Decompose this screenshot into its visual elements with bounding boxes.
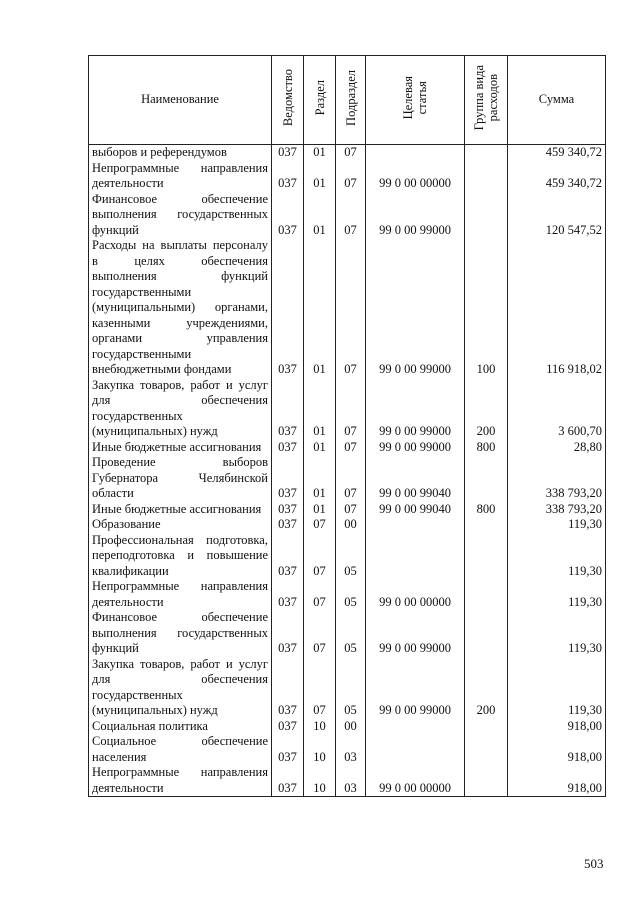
cell-summa: 119,30	[508, 533, 606, 580]
cell-vedomstvo: 037	[272, 657, 304, 719]
cell-summa: 119,30	[508, 657, 606, 719]
table-row	[89, 533, 606, 580]
table-row	[89, 455, 606, 502]
cell-vedomstvo: 037	[272, 533, 304, 580]
cell-podrazdel: 07	[336, 238, 366, 378]
cell-gruppa	[465, 161, 508, 192]
cell-razdel: 01	[304, 161, 336, 192]
table-row	[89, 238, 606, 378]
cell-summa: 119,30	[508, 517, 606, 533]
cell-razdel: 10	[304, 765, 336, 797]
cell-vedomstvo: 037	[272, 440, 304, 456]
header-gruppa-vida-raskhodov: Группа вида расходов	[465, 56, 508, 145]
cell-razdel: 01	[304, 455, 336, 502]
cell-vedomstvo: 037	[272, 238, 304, 378]
cell-gruppa	[465, 455, 508, 502]
cell-name: Образование	[89, 517, 272, 533]
cell-celevaya-statya: 99 0 00 99000	[366, 378, 465, 440]
cell-celevaya-statya	[366, 719, 465, 735]
header-razdel: Раздел	[304, 56, 336, 145]
cell-celevaya-statya: 99 0 00 00000	[366, 161, 465, 192]
cell-vedomstvo: 037	[272, 517, 304, 533]
table-row	[89, 765, 606, 797]
cell-celevaya-statya	[366, 517, 465, 533]
cell-name: Непрограммные направления деятельности	[89, 579, 272, 610]
table-row	[89, 440, 606, 456]
cell-name: выборов и референдумов	[89, 145, 272, 161]
cell-podrazdel: 07	[336, 502, 366, 518]
cell-celevaya-statya: 99 0 00 00000	[366, 765, 465, 797]
cell-celevaya-statya: 99 0 00 99000	[366, 440, 465, 456]
cell-celevaya-statya	[366, 734, 465, 765]
cell-summa: 918,00	[508, 734, 606, 765]
cell-razdel: 01	[304, 502, 336, 518]
cell-razdel: 07	[304, 579, 336, 610]
cell-podrazdel: 07	[336, 440, 366, 456]
table-row	[89, 192, 606, 239]
cell-gruppa	[465, 145, 508, 161]
cell-gruppa: 200	[465, 657, 508, 719]
cell-razdel: 01	[304, 192, 336, 239]
header-podrazdel: Подраздел	[336, 56, 366, 145]
cell-name: Иные бюджетные ассигнования	[89, 440, 272, 456]
cell-celevaya-statya	[366, 533, 465, 580]
cell-razdel: 10	[304, 734, 336, 765]
page-number: 503	[584, 856, 604, 871]
cell-podrazdel: 00	[336, 719, 366, 735]
cell-podrazdel: 05	[336, 610, 366, 657]
cell-gruppa	[465, 610, 508, 657]
cell-razdel: 01	[304, 145, 336, 161]
cell-celevaya-statya: 99 0 00 99040	[366, 455, 465, 502]
cell-name: Закупка товаров, работ и услуг для обеспечения государственных (муниципальных) нужд	[89, 657, 272, 719]
cell-summa: 120 547,52	[508, 192, 606, 239]
cell-celevaya-statya: 99 0 00 99000	[366, 610, 465, 657]
cell-podrazdel: 05	[336, 657, 366, 719]
cell-name: Проведение выборов Губернатора Челябинской области	[89, 455, 272, 502]
cell-podrazdel: 03	[336, 765, 366, 797]
cell-celevaya-statya: 99 0 00 99040	[366, 502, 465, 518]
cell-gruppa	[465, 579, 508, 610]
cell-vedomstvo: 037	[272, 765, 304, 797]
table-row	[89, 378, 606, 440]
cell-gruppa	[465, 765, 508, 797]
cell-razdel: 10	[304, 719, 336, 735]
cell-name: Расходы на выплаты персоналу в целях обеспечения выполнения функций государственными (муниципальными) органами, казенными учреждениями, органами управления государственными внебюджетными фондами	[89, 238, 272, 378]
cell-summa: 459 340,72	[508, 161, 606, 192]
cell-gruppa: 800	[465, 502, 508, 518]
cell-summa: 918,00	[508, 719, 606, 735]
cell-podrazdel: 03	[336, 734, 366, 765]
cell-razdel: 07	[304, 517, 336, 533]
cell-name: Финансовое обеспечение выполнения государственных функций	[89, 610, 272, 657]
cell-summa: 119,30	[508, 610, 606, 657]
budget-table	[88, 55, 606, 797]
cell-summa: 338 793,20	[508, 502, 606, 518]
cell-summa: 338 793,20	[508, 455, 606, 502]
cell-summa: 918,00	[508, 765, 606, 797]
cell-vedomstvo: 037	[272, 455, 304, 502]
table-row	[89, 657, 606, 719]
cell-vedomstvo: 037	[272, 502, 304, 518]
table-row	[89, 502, 606, 518]
header-celevaya-statya: Целевая статья	[366, 56, 465, 145]
cell-gruppa: 200	[465, 378, 508, 440]
cell-gruppa	[465, 734, 508, 765]
cell-name: Социальная политика	[89, 719, 272, 735]
cell-razdel: 07	[304, 657, 336, 719]
table-row	[89, 610, 606, 657]
header-vedomstvo: Ведомство	[272, 56, 304, 145]
cell-vedomstvo: 037	[272, 719, 304, 735]
cell-razdel: 01	[304, 440, 336, 456]
cell-celevaya-statya: 99 0 00 99000	[366, 657, 465, 719]
header-row	[89, 56, 606, 145]
table-row	[89, 517, 606, 533]
cell-name: Непрограммные направления деятельности	[89, 161, 272, 192]
cell-vedomstvo: 037	[272, 378, 304, 440]
header-name: Наименование	[89, 56, 272, 145]
cell-razdel: 01	[304, 238, 336, 378]
table-row	[89, 145, 606, 161]
cell-gruppa: 800	[465, 440, 508, 456]
table-row	[89, 579, 606, 610]
cell-name: Непрограммные направления деятельности	[89, 765, 272, 797]
cell-name: Закупка товаров, работ и услуг для обеспечения государственных (муниципальных) нужд	[89, 378, 272, 440]
table-row	[89, 734, 606, 765]
cell-vedomstvo: 037	[272, 610, 304, 657]
cell-name: Профессиональная подготовка, переподготовка и повышение квалификации	[89, 533, 272, 580]
cell-razdel: 07	[304, 610, 336, 657]
cell-celevaya-statya: 99 0 00 99000	[366, 238, 465, 378]
cell-gruppa	[465, 533, 508, 580]
cell-podrazdel: 05	[336, 533, 366, 580]
cell-razdel: 01	[304, 378, 336, 440]
table-row	[89, 161, 606, 192]
cell-gruppa	[465, 192, 508, 239]
cell-vedomstvo: 037	[272, 734, 304, 765]
cell-razdel: 07	[304, 533, 336, 580]
cell-gruppa	[465, 719, 508, 735]
cell-podrazdel: 07	[336, 378, 366, 440]
cell-gruppa: 100	[465, 238, 508, 378]
cell-podrazdel: 07	[336, 161, 366, 192]
cell-podrazdel: 05	[336, 579, 366, 610]
cell-podrazdel: 07	[336, 145, 366, 161]
cell-celevaya-statya	[366, 145, 465, 161]
cell-vedomstvo: 037	[272, 161, 304, 192]
cell-name: Социальное обеспечение населения	[89, 734, 272, 765]
cell-name: Иные бюджетные ассигнования	[89, 502, 272, 518]
header-summa: Сумма	[508, 56, 606, 145]
cell-vedomstvo: 037	[272, 192, 304, 239]
cell-podrazdel: 00	[336, 517, 366, 533]
cell-summa: 119,30	[508, 579, 606, 610]
cell-celevaya-statya: 99 0 00 99000	[366, 192, 465, 239]
cell-name: Финансовое обеспечение выполнения государственных функций	[89, 192, 272, 239]
cell-podrazdel: 07	[336, 455, 366, 502]
cell-celevaya-statya: 99 0 00 00000	[366, 579, 465, 610]
cell-summa: 116 918,02	[508, 238, 606, 378]
cell-vedomstvo: 037	[272, 579, 304, 610]
cell-podrazdel: 07	[336, 192, 366, 239]
cell-summa: 3 600,70	[508, 378, 606, 440]
cell-vedomstvo: 037	[272, 145, 304, 161]
cell-summa: 28,80	[508, 440, 606, 456]
cell-summa: 459 340,72	[508, 145, 606, 161]
cell-gruppa	[465, 517, 508, 533]
table-row	[89, 719, 606, 735]
